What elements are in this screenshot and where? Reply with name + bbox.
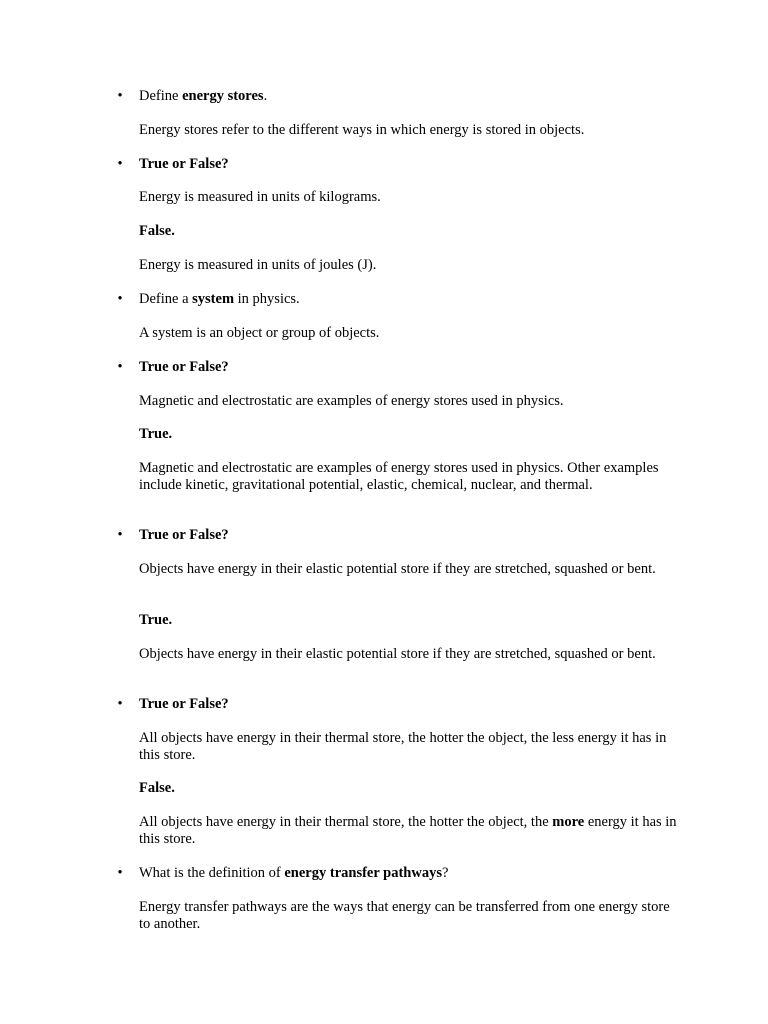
question-term: energy stores [182, 88, 264, 104]
question-4 [117, 359, 679, 376]
question-text: What is the definition of [139, 865, 285, 881]
question-text: in physics. [234, 291, 300, 307]
answer-1: Energy stores refer to the different ways in which energy is stored in objects. [139, 122, 585, 138]
verdict-text: False. [139, 780, 175, 796]
answer-7: Energy transfer pathways are the ways that energy can be transferred from one energy store to another. [139, 899, 670, 932]
bullet: • [117, 291, 123, 307]
explanation-text: energy it has in this store. [139, 814, 677, 847]
explanation-4: Magnetic and electrostatic are examples of energy stores used in physics. Other examples include kinetic, gravitational potential, elastic, chemical, nuclear, and thermal. [139, 460, 659, 493]
statement-2: Energy is measured in units of kilograms. [139, 189, 381, 205]
bullet: • [117, 865, 123, 881]
verdict-text: True. [139, 426, 173, 442]
question-7 [117, 865, 679, 882]
bullet: • [117, 88, 123, 104]
explanation-2: Energy is measured in units of joules (J). [139, 257, 377, 273]
statement-6: All objects have energy in their thermal store, the hotter the object, the less energy it has in this store. [139, 730, 667, 763]
explanation-text: All objects have energy in their thermal store, the hotter the object, the [139, 814, 553, 830]
question-text: Define [139, 88, 183, 104]
question-text: True or False? [139, 156, 229, 172]
explanation-5: Objects have energy in their elastic potential store if they are stretched, squashed or bent. [139, 646, 656, 662]
verdict-text: True. [139, 612, 173, 628]
question-3 [117, 291, 679, 308]
statement-5: Objects have energy in their elastic potential store if they are stretched, squashed or bent. [139, 561, 656, 577]
bullet: • [117, 527, 123, 543]
question-1 [117, 88, 679, 105]
explanation-emphasis: more [552, 814, 585, 830]
question-6 [117, 696, 679, 713]
statement-4: Magnetic and electrostatic are examples of energy stores used in physics. [139, 393, 564, 409]
verdict-2 [139, 223, 679, 240]
answer-3: A system is an object or group of objects. [139, 325, 380, 341]
question-text: True or False? [139, 359, 229, 375]
question-text: . [263, 88, 268, 104]
question-term: system [192, 291, 235, 307]
bullet: • [117, 156, 123, 172]
verdict-6 [139, 780, 679, 797]
question-5 [117, 527, 679, 544]
question-2 [117, 156, 679, 173]
question-text: True or False? [139, 527, 229, 543]
explanation-6 [139, 814, 679, 848]
bullet: • [117, 359, 123, 375]
question-text: ? [441, 865, 449, 881]
verdict-4 [139, 426, 679, 443]
question-text: Define a [139, 291, 193, 307]
verdict-5 [139, 612, 679, 629]
question-term: energy transfer pathways [284, 865, 442, 881]
question-text: True or False? [139, 696, 229, 712]
verdict-text: False. [139, 223, 175, 239]
bullet: • [117, 696, 123, 712]
